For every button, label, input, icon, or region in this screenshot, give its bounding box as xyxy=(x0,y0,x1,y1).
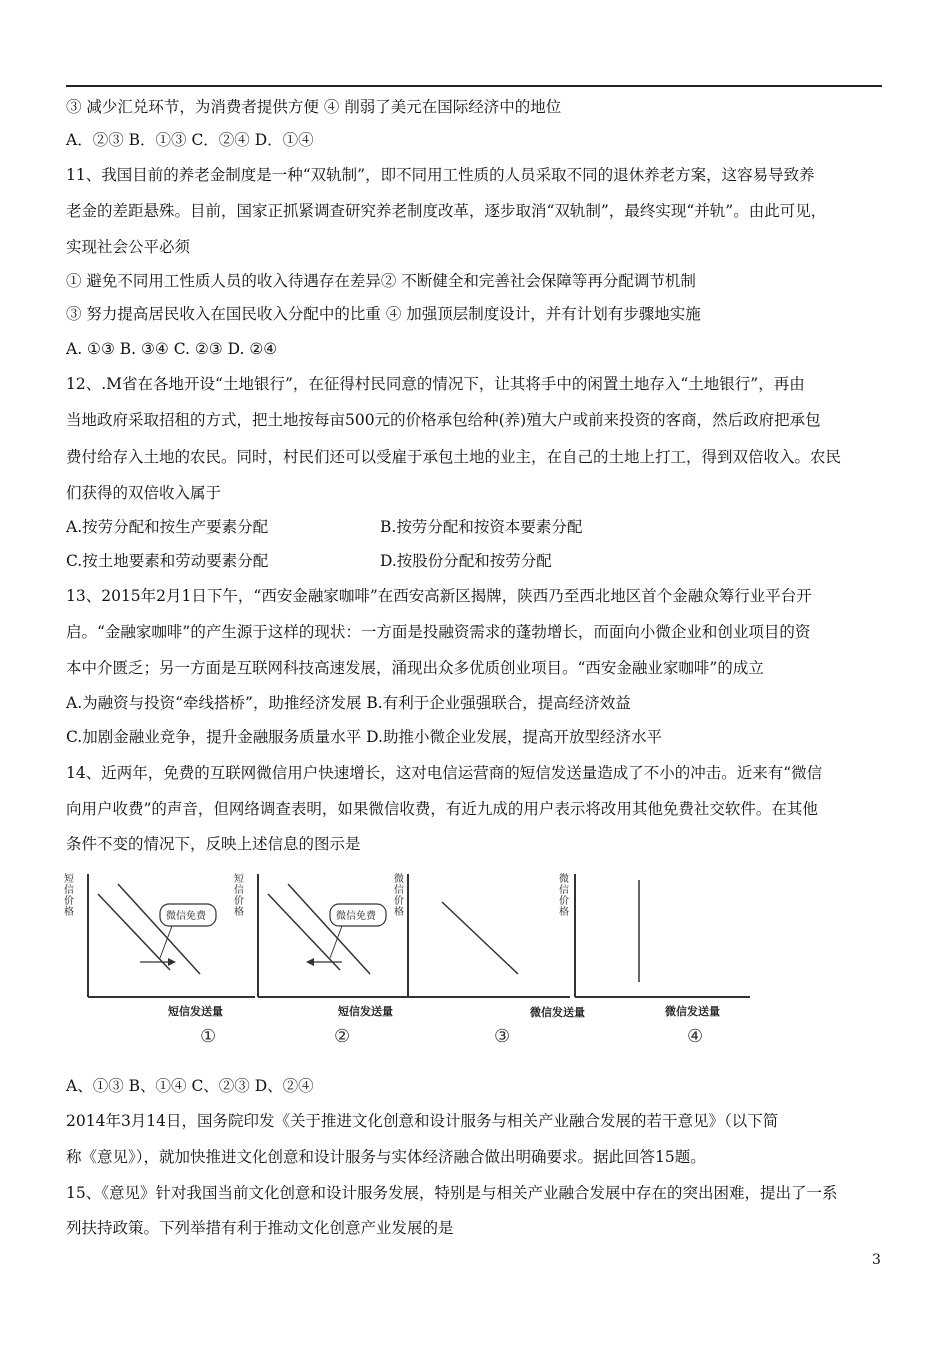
svg-text:信: 信 xyxy=(559,885,569,896)
page-number: 3 xyxy=(872,1252,881,1268)
text-line: A．②③ B．①③ C．②④ D．①④ xyxy=(66,131,314,149)
y-label-1: 短 xyxy=(64,874,74,885)
diagram-group xyxy=(60,862,900,1052)
text-line: 实现社会公平必须 xyxy=(66,238,191,256)
text-line: 当地政府采取招租的方式，把土地按每亩500元的价格承包给种(养)殖大户或前来投资的客商，然后政府把承包 xyxy=(66,411,821,429)
text-line: 本中介匮乏；另一方面是互联网科技高速发展，涌现出众多优质创业项目。“西安金融业家咖啡”的成立 xyxy=(66,659,764,677)
svg-text:微信免费: 微信免费 xyxy=(166,911,206,922)
text-line: 启。“金融家咖啡”的产生源于这样的现状：一方面是投融资需求的蓬勃增长，而面向小微企业和创业项目的资 xyxy=(66,623,811,641)
svg-text:信: 信 xyxy=(394,885,404,896)
x-label-1: 短信发送量 xyxy=(168,1005,223,1018)
text-line: A.为融资与投资“牵线搭桥”，助推经济发展 B.有利于企业强强联合，提高经济效益 xyxy=(66,694,631,712)
option-d: D.按股份分配和按劳分配 xyxy=(380,552,552,570)
text-line: 老金的差距悬殊。目前，国家正抓紧调查研究养老制度改革，逐步取消“双轨制”，最终实现“并轨”。由此可见， xyxy=(66,202,827,220)
svg-text:信: 信 xyxy=(64,885,74,896)
diagram-number-4: ④ xyxy=(687,1026,704,1047)
question-13: 13、2015年2月1日下午，“西安金融家咖啡”在西安高新区揭牌，陕西乃至西北地区首个金融众筹行业平台开 xyxy=(66,587,812,605)
svg-text:格: 格 xyxy=(64,907,74,918)
header-rule xyxy=(66,85,882,87)
x-label-2: 短信发送量 xyxy=(338,1005,393,1018)
option-a: A.按劳分配和按生产要素分配 xyxy=(66,518,269,536)
option-b: B.按劳分配和按资本要素分配 xyxy=(380,518,583,536)
curve-2a xyxy=(268,894,340,970)
question-12: 12、.M省在各地开设“土地银行”，在征得村民同意的情况下，让其将手中的闲置土地存入“土地银行”，再由 xyxy=(66,375,805,393)
text-line: 条件不变的情况下，反映上述信息的图示是 xyxy=(66,835,361,853)
svg-text:价: 价 xyxy=(559,896,569,907)
passage: 2014年3月14日，国务院印发《关于推进文化创意和设计服务与相关产业融合发展的若干意见》（以下简 xyxy=(66,1112,779,1130)
curve-3 xyxy=(442,902,518,974)
diagram-4 xyxy=(545,862,755,1052)
question-11: 11、我国目前的养老金制度是一种“双轨制”，即不同用工性质的人员采取不同的退休养老方案，这容易导致养 xyxy=(66,166,815,184)
svg-text:信: 信 xyxy=(234,885,244,896)
option-c: C.按土地要素和劳动要素分配 xyxy=(66,552,269,570)
text-line: C.加剧金融业竞争，提升金融服务质量水平 D.助推小微企业发展，提高开放型经济水平 xyxy=(66,728,662,746)
text-line: 列扶持政策。下列举措有利于推动文化创意产业发展的是 xyxy=(66,1219,454,1237)
diagram-number-1: ① xyxy=(200,1026,217,1047)
curve-1a xyxy=(98,894,170,970)
y-label-3: 微 xyxy=(394,874,404,885)
svg-text:价: 价 xyxy=(64,896,74,907)
diagram-number-2: ② xyxy=(334,1026,351,1047)
text-line: 们获得的双倍收入属于 xyxy=(66,484,222,502)
text-line: ① 避免不同用工性质人员的收入待遇存在差异② 不断健全和完善社会保障等再分配调节机制 xyxy=(66,272,696,290)
diagram-3-xlabel xyxy=(530,1002,650,1022)
y-label-2: 短 xyxy=(234,874,244,885)
svg-text:格: 格 xyxy=(234,907,244,918)
y-label-4: 微 xyxy=(559,874,569,885)
question-15: 15、《意见》针对我国当前文化创意和设计服务发展，特别是与相关产业融合发展中存在的突出困难，提出了一系 xyxy=(66,1184,838,1202)
svg-text:价: 价 xyxy=(394,896,404,907)
text-line: 费付给存入土地的农民。同时，村民们还可以受雇于承包土地的业主，在自己的土地上打工，得到双倍收入。农民 xyxy=(66,448,842,466)
answer-options: A. ①③ B. ③④ C. ②③ D. ②④ xyxy=(66,340,278,358)
svg-text:格: 格 xyxy=(394,907,404,918)
x-label-3: 微信发送量 xyxy=(530,1006,585,1019)
text-line: 称《意见》），就加快推进文化创意和设计服务与实体经济融合做出明确要求。据此回答15题。 xyxy=(66,1148,706,1166)
text-line: ③ 努力提高居民收入在国民收入分配中的比重 ④ 加强顶层制度设计，并有计划有步骤地实施 xyxy=(66,305,701,323)
question-14: 14、近两年，免费的互联网微信用户快速增长，这对电信运营商的短信发送量造成了不小的冲击。近来有“微信 xyxy=(66,764,823,782)
svg-text:价: 价 xyxy=(234,896,244,907)
text-line: ③ 减少汇兑环节，为消费者提供方便 ④ 削弱了美元在国际经济中的地位 xyxy=(66,98,562,116)
answer-options: A、①③ B、①④ C、②③ D、②④ xyxy=(66,1077,314,1095)
svg-text:格: 格 xyxy=(559,907,569,918)
x-label-4: 微信发送量 xyxy=(665,1005,720,1018)
svg-text:微信免费: 微信免费 xyxy=(336,911,376,922)
text-line: 向用户收费”的声音，但网络调查表明，如果微信收费，有近九成的用户表示将改用其他免费社交软件。在其他 xyxy=(66,800,818,818)
diagram-number-3: ③ xyxy=(494,1026,511,1047)
